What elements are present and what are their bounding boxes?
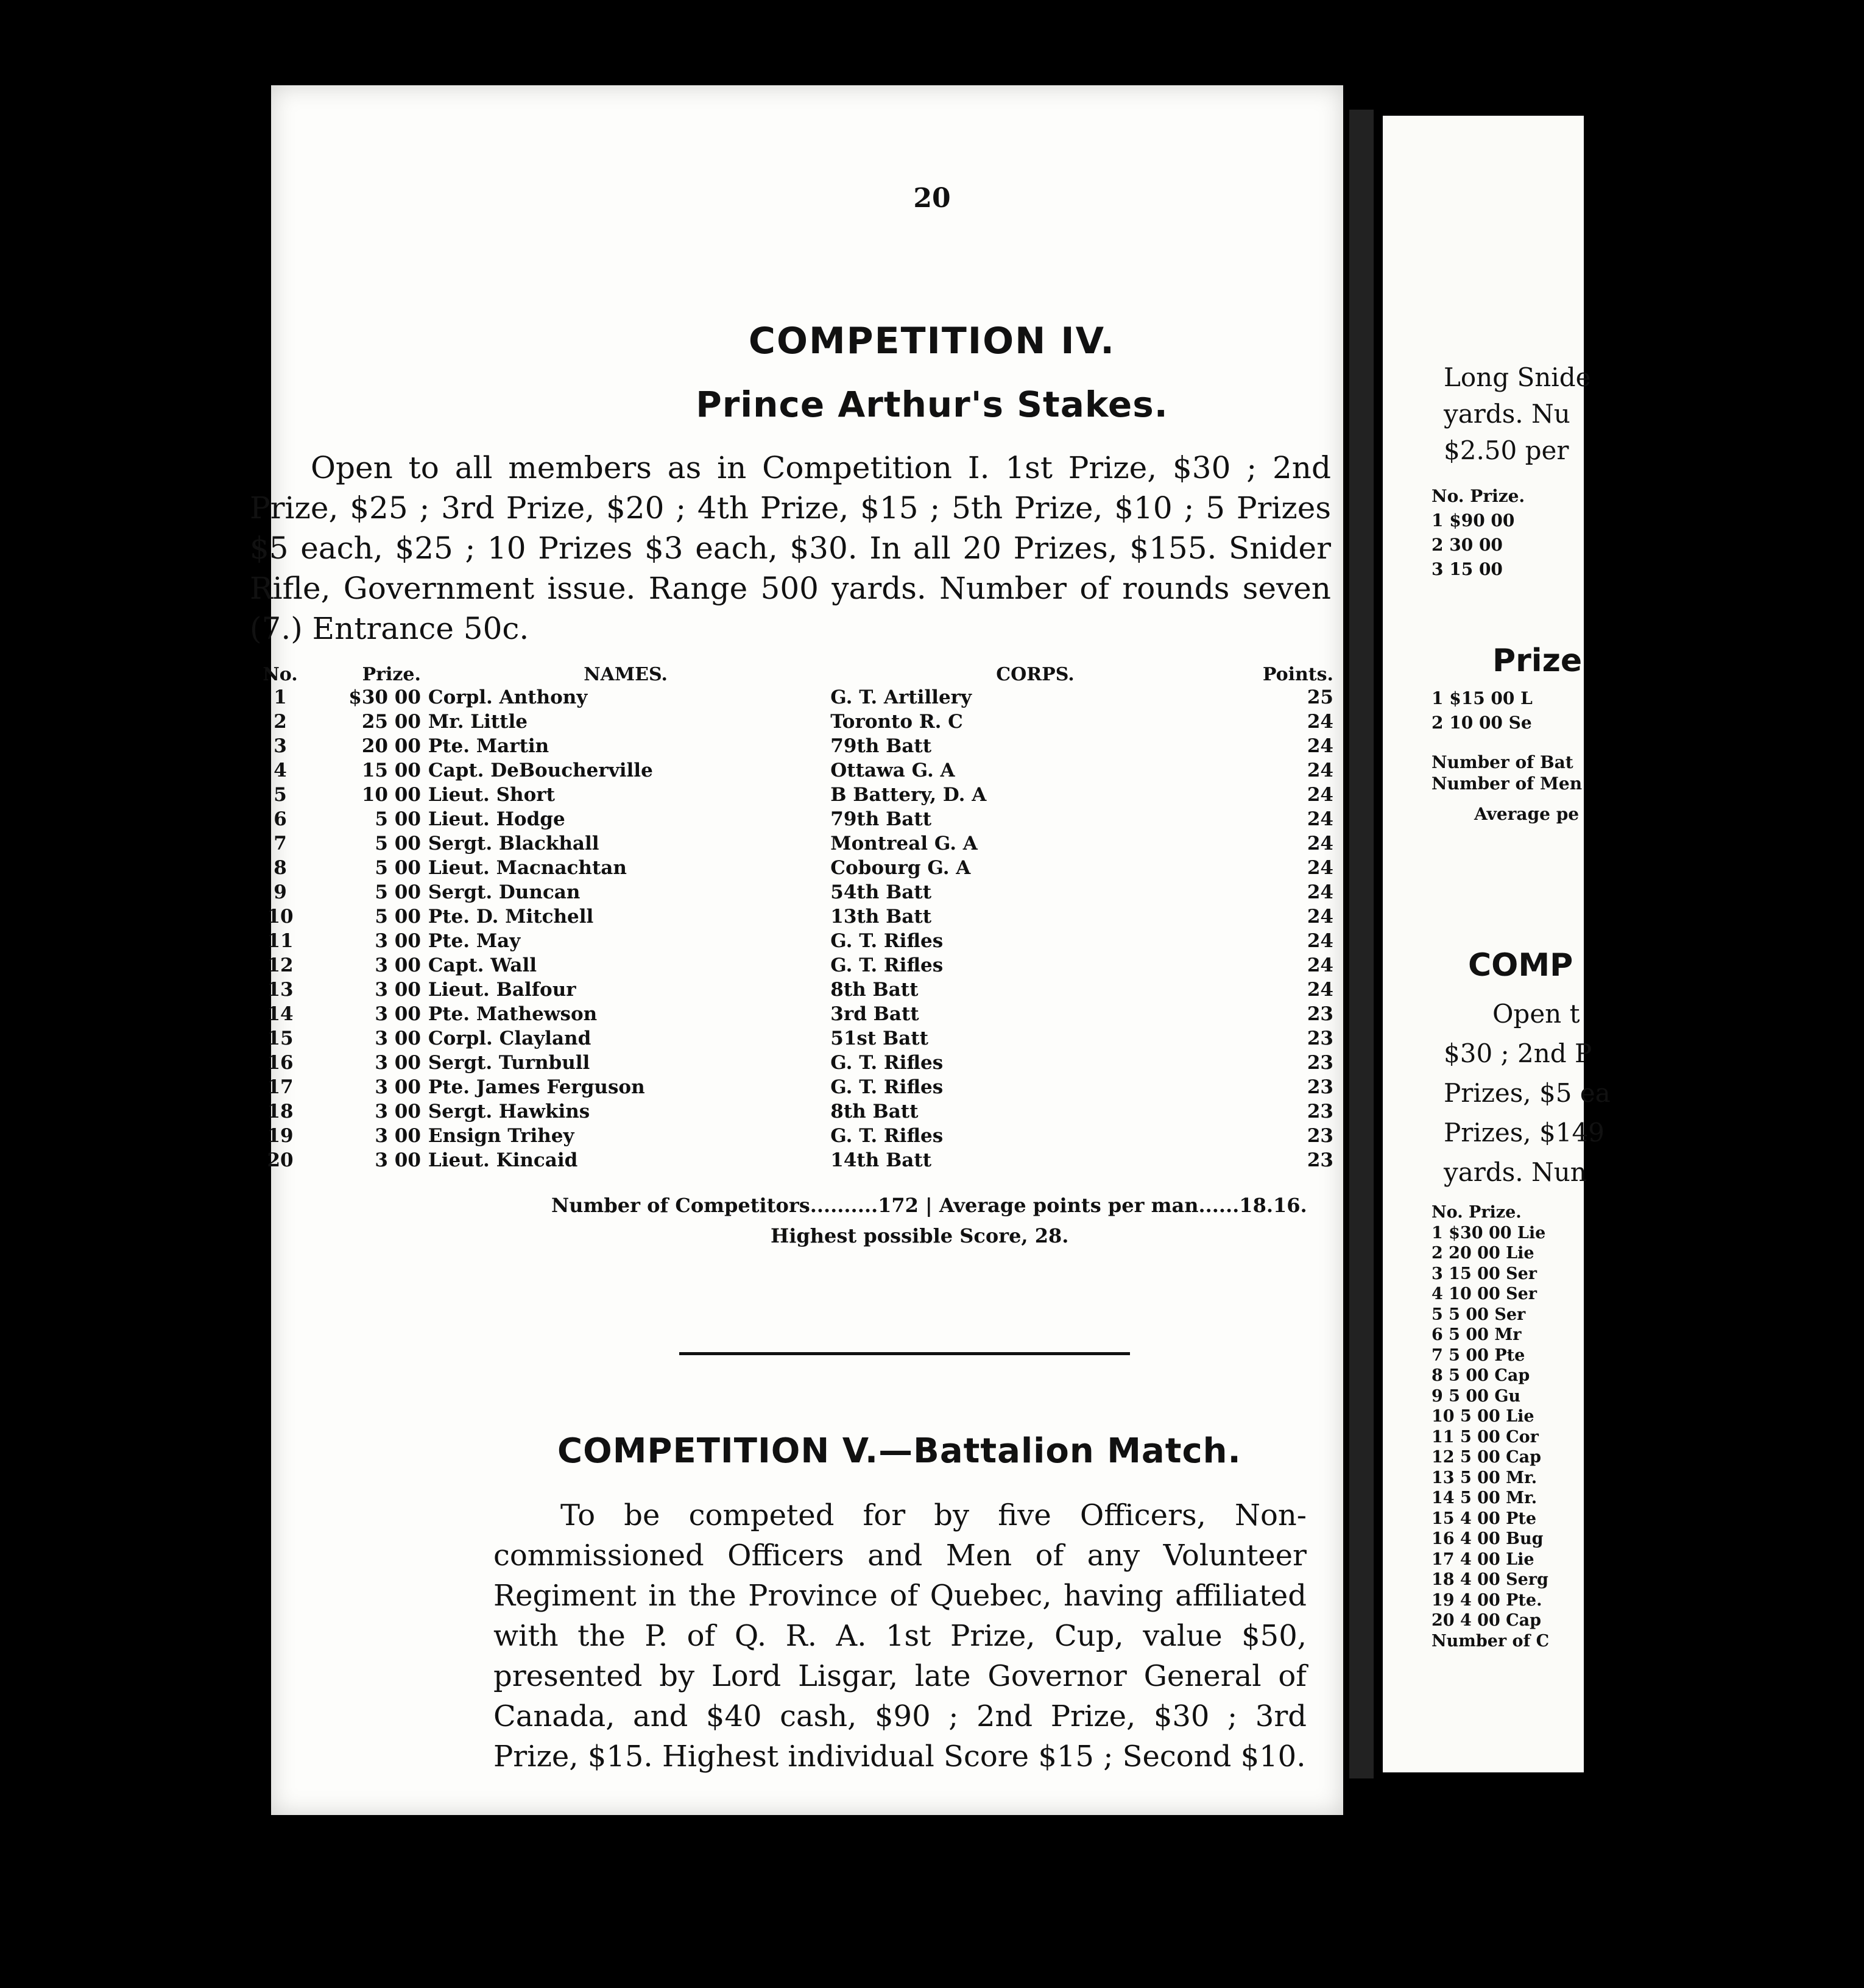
cell-no: 10	[267, 906, 294, 928]
cell-name: Capt. Wall	[428, 954, 537, 976]
right-small-4: 3 15 00	[1432, 559, 1503, 579]
page-number: 20	[913, 183, 951, 214]
right-list-item: 17 4 00 Lie	[1432, 1549, 1534, 1569]
right-list-item: 10 5 00 Lie	[1432, 1407, 1534, 1426]
cell-no: 14	[267, 1003, 294, 1025]
right-small-8: Number of Men	[1432, 774, 1583, 794]
table-row	[247, 856, 1337, 880]
cell-prize: 3 00	[375, 1101, 421, 1123]
cell-name: Pte. James Ferguson	[428, 1076, 645, 1098]
column-header-names: NAMES.	[584, 664, 668, 685]
cell-prize: 3 00	[375, 1052, 421, 1074]
cell-prize: 10 00	[361, 784, 421, 806]
right-small-2: 1 $90 00	[1432, 510, 1515, 530]
cell-prize: $30 00	[348, 686, 421, 708]
cell-name: Pte. May	[428, 930, 521, 952]
cell-prize: 15 00	[361, 760, 421, 781]
right-line-3: $2.50 per	[1444, 435, 1569, 465]
cell-corps: 79th Batt	[830, 808, 932, 830]
cell-prize: 5 00	[375, 857, 421, 879]
cell-points: 23	[1307, 1027, 1333, 1049]
cell-corps: 8th Batt	[830, 1101, 919, 1123]
cell-no: 4	[274, 760, 287, 781]
cell-no: 19	[267, 1125, 294, 1147]
right-small-9: Average pe	[1474, 804, 1580, 824]
table-row	[247, 783, 1337, 807]
right-list-item: 12 5 00 Cap	[1432, 1448, 1541, 1467]
cell-no: 16	[267, 1052, 294, 1074]
cell-no: 12	[267, 954, 294, 976]
competition-iv-subtitle: Prince Arthur's Stakes.	[696, 384, 1168, 425]
right-small-7: Number of Bat	[1432, 752, 1573, 772]
cell-no: 18	[267, 1101, 294, 1123]
cell-prize: 25 00	[361, 711, 421, 733]
right-line-8: yards. Nun	[1444, 1157, 1587, 1187]
cell-name: Ensign Trihey	[428, 1125, 574, 1147]
cell-points: 24	[1307, 833, 1333, 855]
cell-no: 20	[267, 1149, 294, 1171]
section-divider	[679, 1352, 1130, 1355]
cell-no: 6	[274, 808, 287, 830]
cell-no: 15	[267, 1027, 294, 1049]
right-prize-heading: Prize	[1492, 643, 1583, 679]
cell-no: 3	[274, 735, 287, 757]
table-row	[247, 758, 1337, 783]
right-list-item: 16 4 00 Bug	[1432, 1529, 1544, 1548]
cell-prize: 3 00	[375, 930, 421, 952]
cell-corps: Montreal G. A	[830, 833, 978, 855]
cell-points: 23	[1307, 1125, 1333, 1147]
right-list-item: 4 10 00 Ser	[1432, 1285, 1537, 1303]
cell-points: 24	[1307, 881, 1333, 903]
cell-corps: Toronto R. C	[830, 711, 963, 733]
table-row	[247, 880, 1337, 904]
cell-name: Sergt. Hawkins	[428, 1101, 590, 1123]
cell-points: 23	[1307, 1003, 1333, 1025]
cell-corps: 14th Batt	[830, 1149, 932, 1171]
cell-prize: 5 00	[375, 808, 421, 830]
cell-name: Mr. Little	[428, 711, 528, 733]
table-row	[247, 1026, 1337, 1051]
cell-prize: 3 00	[375, 954, 421, 976]
table-row	[247, 1099, 1337, 1124]
cell-name: Pte. Mathewson	[428, 1003, 598, 1025]
right-list-item: 6 5 00 Mr	[1432, 1325, 1522, 1344]
cell-prize: 3 00	[375, 1003, 421, 1025]
cell-name: Pte. Martin	[428, 735, 549, 757]
cell-points: 23	[1307, 1149, 1333, 1171]
right-small-1: No. Prize.	[1432, 486, 1525, 506]
table-row	[247, 1075, 1337, 1099]
cell-name: Capt. DeBoucherville	[428, 760, 653, 781]
cell-points: 23	[1307, 1076, 1333, 1098]
cell-prize: 3 00	[375, 1027, 421, 1049]
cell-name: Sergt. Turnbull	[428, 1052, 590, 1074]
cell-name: Lieut. Short	[428, 784, 555, 806]
cell-prize: 3 00	[375, 1149, 421, 1171]
cell-name: Lieut. Macnachtan	[428, 857, 627, 879]
right-line-1: Long Snide	[1444, 362, 1591, 392]
competitors-summary: Number of Competitors..........172 | Average points per man......18.16.	[551, 1194, 1307, 1217]
cell-corps: B Battery, D. A	[830, 784, 987, 806]
cell-no: 13	[267, 979, 294, 1001]
cell-points: 24	[1307, 979, 1333, 1001]
cell-corps: 8th Batt	[830, 979, 919, 1001]
right-line-5: $30 ; 2nd P	[1444, 1038, 1592, 1068]
table-row	[247, 734, 1337, 758]
cell-no: 17	[267, 1076, 294, 1098]
cell-corps: 51st Batt	[830, 1027, 928, 1049]
cell-name: Lieut. Kincaid	[428, 1149, 578, 1171]
competition-v-description: To be competed for by five Officers, Non-commissioned Officers and Men of any Volunteer Regiment in the Province of Quebec, having affiliated with the P. of Q. R. A. 1st Prize, Cup, value $50, presented by Lord Lisgar, late Governor General of Canada, and $40 cash, $90 ; 2nd Prize, $30 ; 3rd Prize, $15. Highest individual Score $15 ; Second $10.	[493, 1498, 1307, 1774]
cell-prize: 5 00	[375, 906, 421, 928]
cell-points: 24	[1307, 906, 1333, 928]
right-list-item: 13 5 00 Mr.	[1432, 1468, 1537, 1487]
cell-points: 24	[1307, 857, 1333, 879]
column-header-points: Points.	[1262, 664, 1333, 685]
table-header-row	[247, 664, 1337, 685]
table-row	[247, 831, 1337, 856]
cell-corps: Cobourg G. A	[830, 857, 971, 879]
right-list-item: 7 5 00 Pte	[1432, 1345, 1525, 1365]
cell-name: Lieut. Balfour	[428, 979, 576, 1001]
cell-prize: 3 00	[375, 1125, 421, 1147]
highest-score: Highest possible Score, 28.	[771, 1224, 1069, 1247]
cell-points: 24	[1307, 711, 1333, 733]
cell-points: 23	[1307, 1101, 1333, 1123]
table-row	[247, 807, 1337, 831]
right-small-5: 1 $15 00 L	[1432, 688, 1533, 708]
competition-v-title: COMPETITION V.—Battalion Match.	[557, 1431, 1241, 1471]
right-list-item: 3 15 00 Ser	[1432, 1264, 1537, 1283]
competition-iv-results-table	[247, 664, 1337, 1172]
cell-name: Pte. D. Mitchell	[428, 906, 594, 928]
cell-corps: G. T. Rifles	[830, 1052, 944, 1074]
cell-name: Sergt. Blackhall	[428, 833, 599, 855]
cell-prize: 5 00	[375, 881, 421, 903]
right-line-2: yards. Nu	[1444, 399, 1570, 429]
right-small-6: 2 10 00 Se	[1432, 713, 1532, 733]
cell-points: 24	[1307, 808, 1333, 830]
table-row	[247, 929, 1337, 953]
cell-points: 23	[1307, 1052, 1333, 1074]
cell-points: 24	[1307, 735, 1333, 757]
right-list-item: 8 5 00 Cap	[1432, 1366, 1530, 1385]
table-row	[247, 904, 1337, 929]
cell-corps: 3rd Batt	[830, 1003, 919, 1025]
cell-corps: 13th Batt	[830, 906, 932, 928]
right-list-item: 11 5 00 Cor	[1432, 1427, 1539, 1447]
right-small-3: 2 30 00	[1432, 535, 1503, 555]
cell-no: 5	[274, 784, 287, 806]
right-list-item: 20 4 00 Cap	[1432, 1611, 1541, 1630]
competition-iv-title: COMPETITION IV.	[748, 320, 1116, 362]
table-row	[247, 1051, 1337, 1075]
right-list-item: Number of C	[1432, 1631, 1550, 1651]
table-row	[247, 685, 1337, 710]
cell-no: 11	[267, 930, 294, 952]
right-list-item: 15 4 00 Pte	[1432, 1509, 1537, 1528]
cell-no: 2	[274, 711, 287, 733]
right-line-7: Prizes, $149	[1444, 1118, 1605, 1147]
cell-prize: 3 00	[375, 1076, 421, 1098]
cell-corps: G. T. Rifles	[830, 930, 944, 952]
table-row	[247, 710, 1337, 734]
right-comp-heading: COMP	[1468, 947, 1573, 984]
cell-corps: G. T. Rifles	[830, 1076, 944, 1098]
cell-prize: 20 00	[361, 735, 421, 757]
cell-points: 24	[1307, 784, 1333, 806]
cell-corps: Ottawa G. A	[830, 760, 955, 781]
right-list-item: No. Prize.	[1432, 1203, 1522, 1222]
cell-corps: 79th Batt	[830, 735, 932, 757]
competition-iv-description: Open to all members as in Competition I. 1st Prize, $30 ; 2nd Prize, $25 ; 3rd Prize, $20 ; 4th Prize, $15 ; 5th Prize, $10 ; 5 Prizes $5 each, $25 ; 10 Prizes $3 each, $30. In all 20 Prizes, $155. Snider Rifle, Government issue. Range 500 yards. Number of rounds seven (7.) Entrance 50c.	[250, 450, 1331, 646]
table-row	[247, 978, 1337, 1002]
right-list-item: 1 $30 00 Lie	[1432, 1223, 1546, 1242]
right-list-item: 2 20 00 Lie	[1432, 1244, 1534, 1263]
right-list-item: 14 5 00 Mr.	[1432, 1489, 1537, 1507]
right-list-item: 9 5 00 Gu	[1432, 1386, 1521, 1406]
cell-name: Lieut. Hodge	[428, 808, 565, 830]
right-list-item: 18 4 00 Serg	[1432, 1570, 1548, 1589]
cell-points: 24	[1307, 954, 1333, 976]
cell-prize: 3 00	[375, 979, 421, 1001]
cell-prize: 5 00	[375, 833, 421, 855]
table-row	[247, 1148, 1337, 1172]
right-list-item: 5 5 00 Ser	[1432, 1305, 1526, 1324]
table-row	[247, 1002, 1337, 1026]
cell-no: 1	[274, 686, 287, 708]
cell-points: 25	[1307, 686, 1333, 708]
right-line-6: Prizes, $5 ea	[1444, 1078, 1611, 1108]
column-header-corps: CORPS.	[996, 664, 1075, 685]
cell-name: Sergt. Duncan	[428, 881, 581, 903]
cell-corps: G. T. Rifles	[830, 954, 944, 976]
cell-no: 8	[274, 857, 287, 879]
cell-corps: 54th Batt	[830, 881, 932, 903]
table-row	[247, 953, 1337, 978]
table-row	[247, 1124, 1337, 1148]
cell-points: 24	[1307, 760, 1333, 781]
cell-corps: G. T. Rifles	[830, 1125, 944, 1147]
cell-name: Corpl. Clayland	[428, 1027, 591, 1049]
right-line-4: Open t	[1492, 999, 1580, 1029]
column-header-no: No.	[263, 664, 298, 685]
right-list-item: 19 4 00 Pte.	[1432, 1590, 1542, 1610]
cell-name: Corpl. Anthony	[428, 686, 588, 708]
column-header-prize: Prize.	[362, 664, 421, 685]
cell-corps: G. T. Artillery	[830, 686, 972, 708]
cell-points: 24	[1307, 930, 1333, 952]
cell-no: 7	[274, 833, 287, 855]
cell-no: 9	[274, 881, 287, 903]
